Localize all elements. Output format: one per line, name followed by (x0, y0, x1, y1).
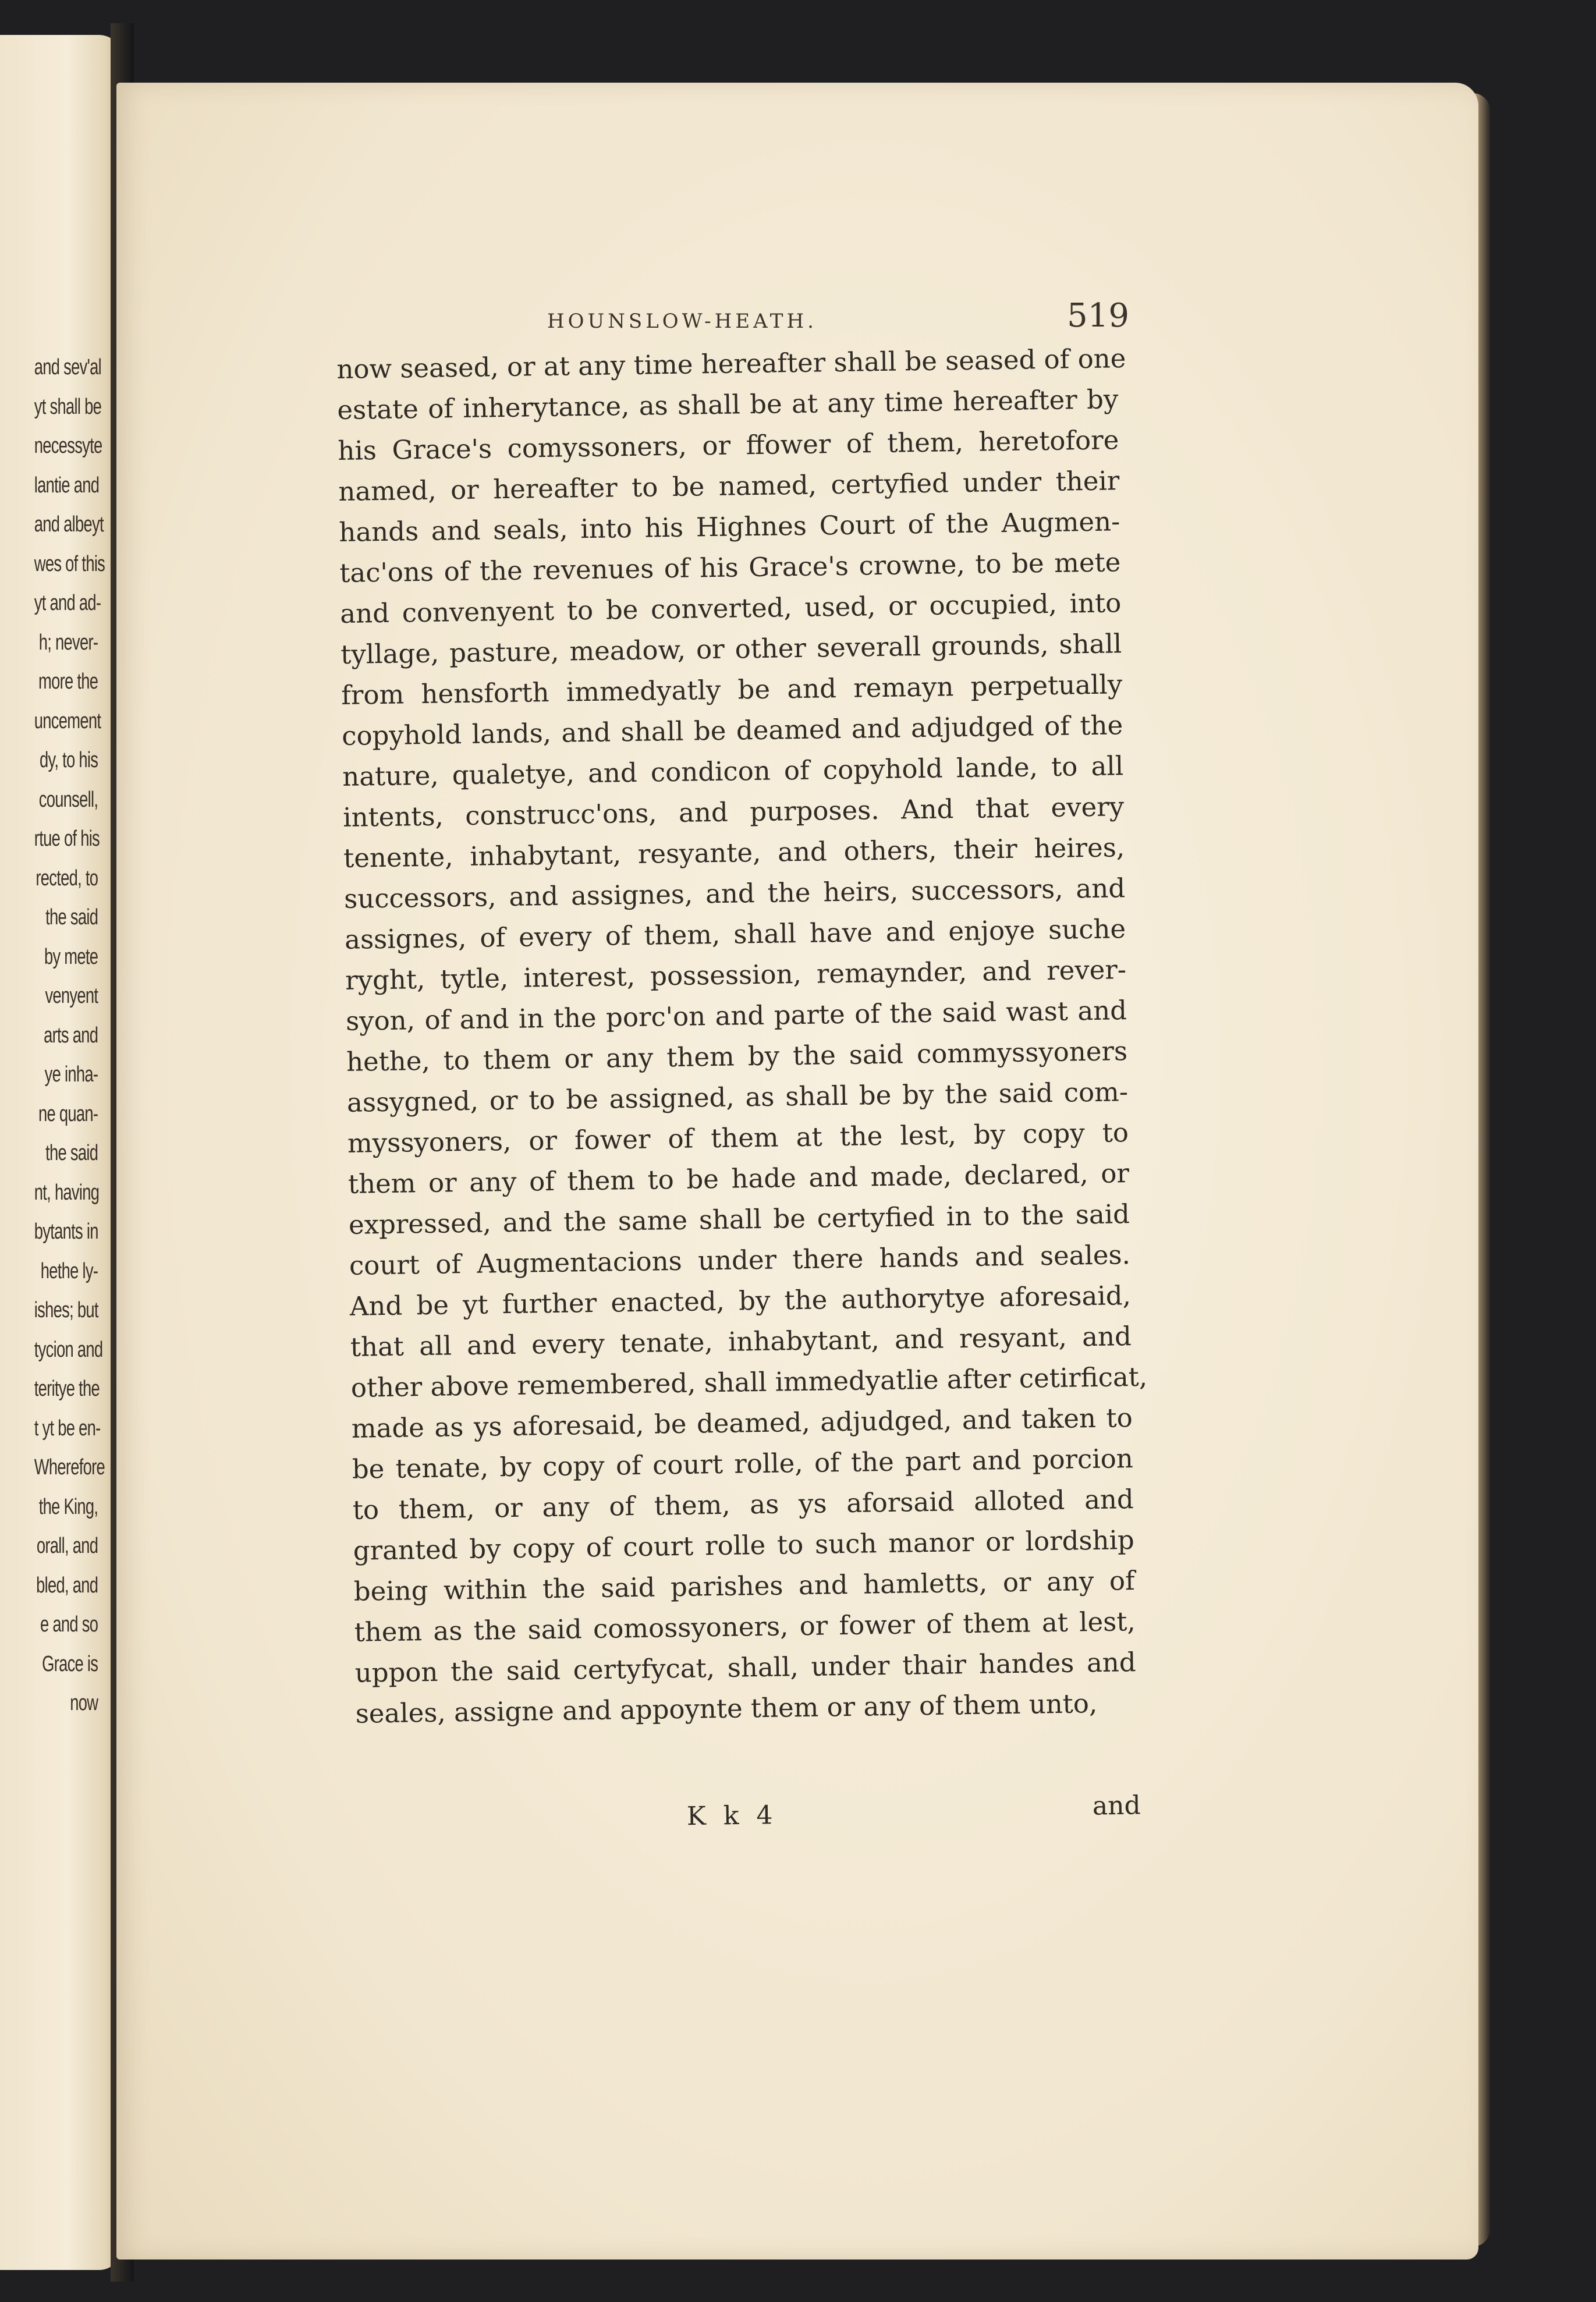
previous-page-line: ye inha- (44, 1062, 98, 1087)
text-line: estate of inherytance, as shall be at any time hereafter by (337, 384, 1119, 425)
text-line: hethe, to them or any them by the said commyssyoners (346, 1035, 1128, 1077)
previous-page-line: tycion and (34, 1337, 103, 1362)
previous-page-line: venyent (45, 984, 98, 1008)
text-line: made as ys aforesaid, be deamed, adjudged, and taken to (351, 1402, 1133, 1444)
text-line: intents, construcc'ons, and purposes. And that every (342, 791, 1125, 833)
previous-page-line: wes of this (34, 551, 105, 576)
text-line: and convenyent to be converted, used, or occupied, into (339, 587, 1122, 629)
previous-page-line: more the (38, 669, 98, 694)
previous-page-line: ne quan- (38, 1101, 98, 1126)
previous-page-line: rected, to (36, 866, 98, 891)
text-line: tenente, inhabytant, resyante, and others, their heires, (343, 832, 1125, 874)
previous-page-line: hethe ly- (40, 1258, 98, 1283)
running-head: HOUNSLOW-HEATH. (547, 310, 817, 333)
previous-page-line: lantie and (34, 473, 100, 498)
text-line: syon, of and in the porc'on and parte of the said wast and (345, 995, 1127, 1037)
text-line: assignes, of every of them, shall have and enjoye suche (344, 913, 1126, 955)
text-line: myssyoners, or fower of them at the lest, by copy to (347, 1117, 1129, 1159)
text-line: seales, assigne and appoynte them or any of them unto, (355, 1687, 1098, 1729)
previous-page-line: yt shall be (34, 394, 102, 419)
previous-page-line: uncement (34, 708, 101, 733)
text-line: nature, qualetye, and condicon of copyhold lande, to all (342, 750, 1124, 792)
text-line: be tenate, by copy of court rolle, of the part and porcion (352, 1443, 1134, 1485)
text-line: ryght, tytle, interest, possession, remaynder, and rever- (345, 954, 1127, 996)
previous-page-line: the King, (38, 1494, 98, 1519)
text-line: granted by copy of court rolle to such manor or lordship (353, 1524, 1135, 1566)
previous-page (0, 35, 122, 2270)
text-line: tac'ons of the revenues of his Grace's crowne, to be mete (339, 547, 1121, 588)
previous-page-line: h; never- (38, 630, 98, 655)
previous-page-line: e and so (40, 1612, 98, 1637)
text-line: court of Augmentacions under there hands and seales. (349, 1239, 1131, 1281)
text-line: uppon the said certyfycat, shall, under thair handes and (354, 1647, 1136, 1689)
text-line: tyllage, pasture, meadow, or other severall grounds, shall (340, 628, 1122, 670)
text-line: expressed, and the same shall be certyfied in to the said (348, 1198, 1130, 1240)
body-text (336, 338, 1148, 1735)
text-line: them or any of them to be hade and made, declared, or (347, 1158, 1130, 1200)
text-line: that all and every tenate, inhabytant, and resyant, and (350, 1321, 1132, 1363)
signature-mark: K k 4 (686, 1800, 778, 1832)
previous-page-line: now (70, 1691, 98, 1715)
previous-page-line: bytants in (34, 1219, 98, 1244)
page-header (547, 297, 1129, 343)
previous-page-line: the said (45, 905, 98, 930)
previous-page-line: t yt be en- (34, 1416, 101, 1441)
text-line: his Grace's comyssoners, or ffower of them, heretofore (338, 424, 1119, 466)
previous-page-line: teritye the (34, 1377, 100, 1401)
previous-page-line: counsell, (38, 787, 98, 812)
page-footer (675, 1790, 1141, 1842)
text-line: named, or hereafter to be named, certyfied under their (338, 465, 1120, 507)
text-line: assygned, or to be assigned, as shall be by the said com- (346, 1076, 1129, 1118)
text-line: successors, and assignes, and the heirs, successors, and (343, 872, 1126, 914)
previous-page-line: Grace is (42, 1651, 98, 1676)
text-line: now seased, or at any time hereafter shall be seased of one (336, 343, 1126, 385)
text-line: other above remembered, shall immedyatlie after cetirficat, (350, 1361, 1148, 1403)
catchword: and (1092, 1790, 1141, 1821)
previous-page-line: rtue of his (34, 827, 100, 851)
previous-page-line: orall, and (36, 1534, 98, 1558)
previous-page-line: Wherefore (34, 1455, 105, 1480)
text-line: them as the said comossyoners, or fower of them at lest, (354, 1606, 1136, 1648)
previous-page-line: ishes; but (34, 1298, 98, 1322)
page-number: 519 (1067, 297, 1129, 335)
text-line: being within the said parishes and hamletts, or any of (353, 1565, 1136, 1607)
text-line: copyhold lands, and shall be deamed and adjudged of the (341, 710, 1123, 751)
previous-page-line: dy, to his (39, 748, 98, 772)
text-line: And be yt further enacted, by the authorytye aforesaid, (349, 1280, 1132, 1322)
previous-page-line: yt and ad- (34, 591, 101, 615)
previous-page-line: and albeyt (34, 512, 104, 537)
previous-page-line: bled, and (36, 1573, 98, 1598)
previous-page-line: nt, having (34, 1180, 100, 1205)
previous-page-line: arts and (44, 1023, 98, 1048)
text-line: hands and seals, into his Highnes Court of the Augmen- (339, 506, 1120, 548)
previous-page-line: the said (45, 1141, 98, 1165)
text-line: from hensforth immedyatly be and remayn perpetually (341, 669, 1123, 711)
previous-page-line: and sev'al (34, 355, 101, 379)
text-line: to them, or any of them, as ys aforsaid alloted and (352, 1484, 1134, 1526)
previous-page-line: by mete (44, 944, 98, 969)
previous-page-line: necessyte (34, 434, 102, 458)
